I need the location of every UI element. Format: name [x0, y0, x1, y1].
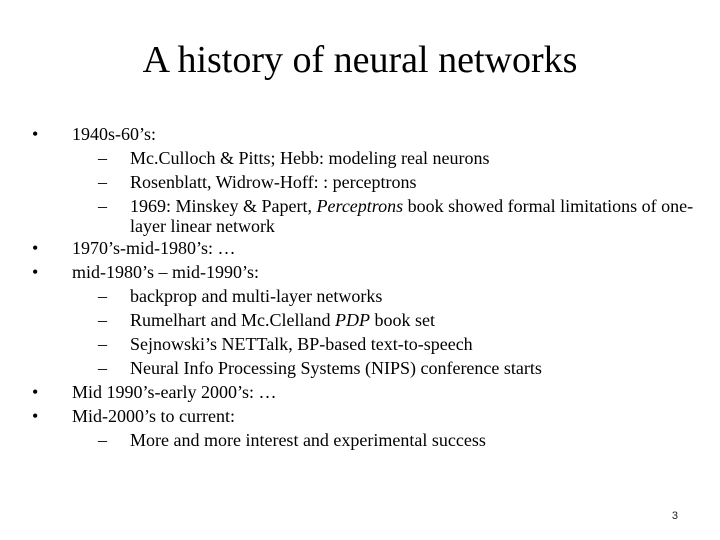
dash-icon: –	[98, 148, 107, 168]
bullet-item	[30, 236, 700, 260]
sub-bullet-text: More and more interest and experimental success	[130, 430, 486, 450]
book-title: Perceptrons	[316, 196, 404, 216]
dash-icon: –	[98, 430, 107, 450]
dash-icon: –	[98, 358, 107, 378]
sub-bullet-item	[98, 146, 700, 170]
dash-icon: –	[98, 286, 107, 306]
dash-icon: –	[98, 172, 107, 192]
dash-icon: –	[98, 310, 107, 330]
sub-bullet-item	[98, 332, 700, 356]
sub-bullet-text: backprop and multi-layer networks	[130, 286, 383, 306]
bullet-item	[30, 404, 700, 428]
dash-icon: –	[98, 334, 107, 354]
bullet-icon: •	[32, 262, 39, 282]
slide-body	[30, 122, 700, 452]
sub-bullet-item	[98, 308, 700, 332]
bullet-icon: •	[32, 382, 39, 402]
bullet-text: Mid-2000’s to current:	[72, 406, 235, 426]
bullet-icon: •	[32, 406, 39, 426]
bullet-item	[30, 260, 700, 284]
bullet-text: 1970’s-mid-1980’s: …	[72, 238, 236, 258]
sub-bullet-text: Mc.Culloch & Pitts; Hebb: modeling real neurons	[130, 148, 490, 168]
sub-bullet-text: Rosenblatt, Widrow-Hoff: : perceptrons	[130, 172, 417, 192]
sub-bullet-item	[98, 194, 700, 236]
sub-bullet-text: Sejnowski’s NETTalk, BP-based text-to-speech	[130, 334, 473, 354]
sub-bullet-text: Neural Info Processing Systems (NIPS) conference starts	[130, 358, 542, 378]
text-segment: Rumelhart and Mc.Clelland	[130, 310, 335, 330]
bullet-item	[30, 122, 700, 146]
page-number: 3	[671, 510, 678, 522]
bullet-icon: •	[32, 238, 39, 258]
sub-bullet-text	[130, 308, 435, 332]
sub-bullet-item	[98, 284, 700, 308]
sub-bullet-item	[98, 428, 700, 452]
sub-bullet-item	[98, 356, 700, 380]
bullet-text: 1940s-60’s:	[72, 124, 157, 144]
sub-bullet-item	[98, 170, 700, 194]
text-segment: book showed formal limitations of one-layer linear network	[130, 196, 694, 236]
text-segment: 1969: Minskey & Papert,	[130, 196, 317, 216]
sub-bullet-text	[130, 194, 700, 236]
book-title: PDP	[334, 310, 370, 330]
text-segment: book set	[369, 310, 435, 330]
bullet-text: mid-1980’s – mid-1990’s:	[72, 262, 260, 282]
bullet-item	[30, 380, 700, 404]
bullet-icon: •	[32, 124, 39, 144]
dash-icon: –	[98, 196, 107, 216]
bullet-text: Mid 1990’s-early 2000’s: …	[72, 382, 277, 402]
slide-title: A history of neural networks	[142, 39, 578, 81]
